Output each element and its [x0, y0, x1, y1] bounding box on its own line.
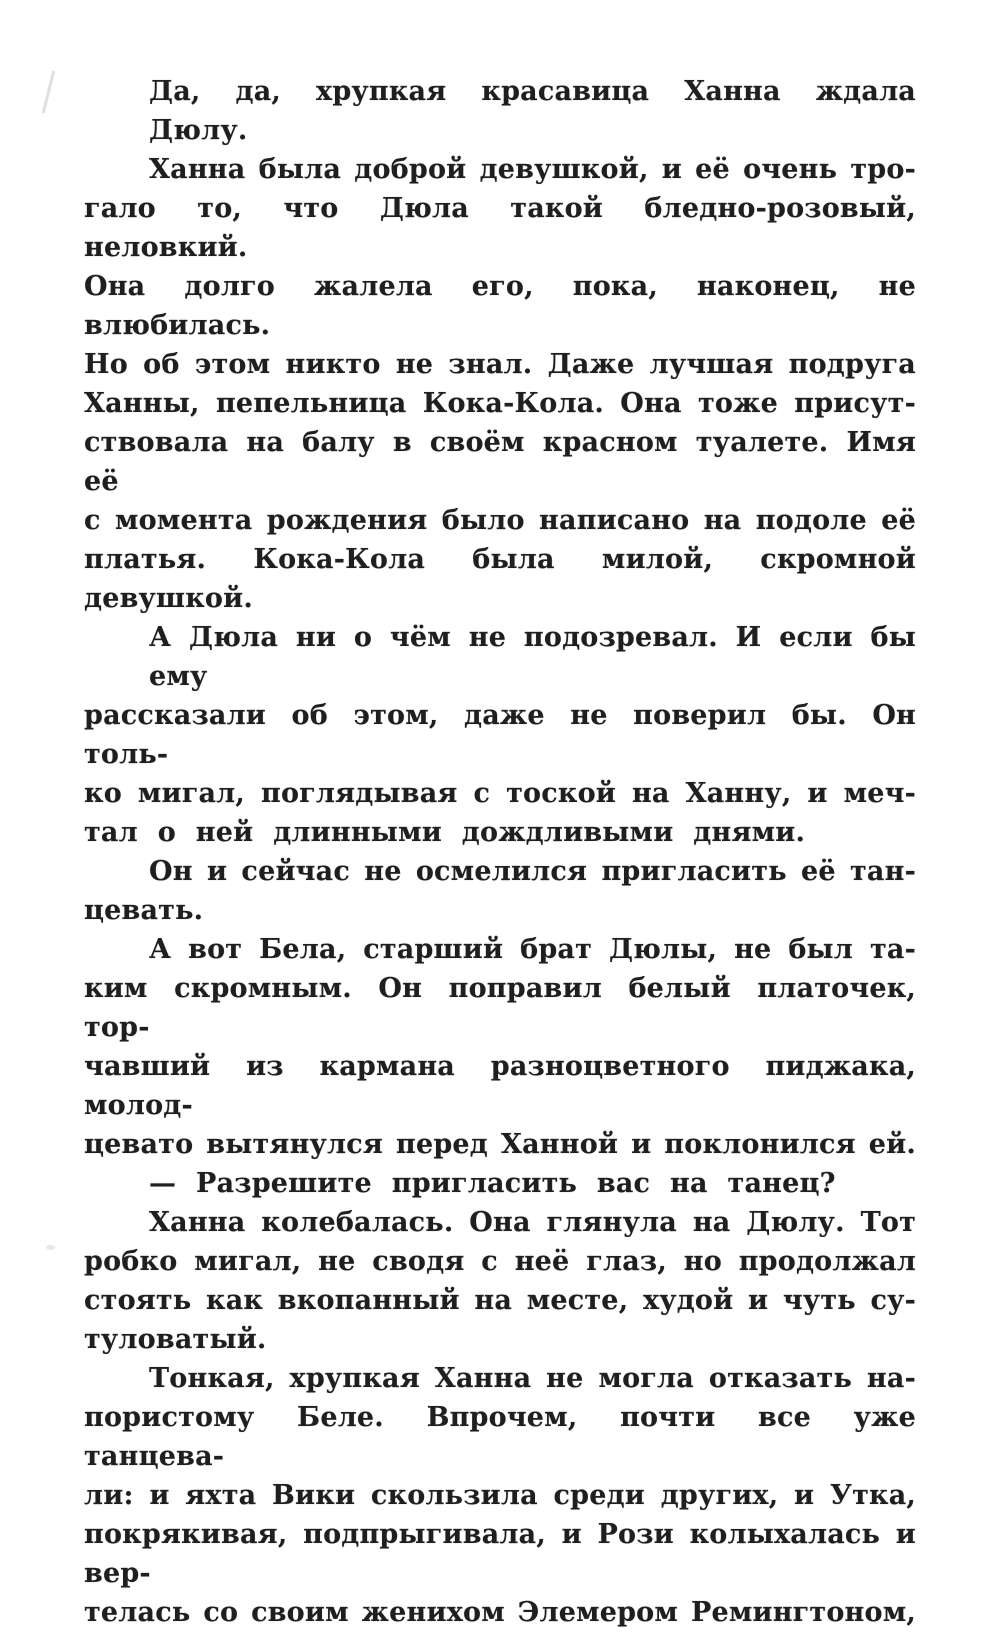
text-line: Он и сейчас не осмелился пригласить её тан-	[149, 856, 916, 887]
text-line: Ханна была доброй девушкой, и её очень тро-	[149, 154, 916, 185]
text-line: робко мигал, не сводя с неё глаз, но продолжал	[84, 1246, 916, 1277]
text-line: тал о ней длинными дождливыми днями.	[84, 817, 806, 848]
text-line: рассказали об этом, даже не поверил бы. Он толь-	[84, 700, 916, 770]
text-line: Тонкая, хрупкая Ханна не могла отказать на-	[149, 1363, 916, 1394]
text-line: Ханны, пепельница Кока-Кола. Она тоже присут-	[84, 388, 916, 419]
text-line: гало то, что Дюла такой бледно-розовый, неловкий.	[84, 193, 916, 263]
page-text	[84, 72, 916, 1632]
text-line: А Дюла ни о чём не подозревал. И если бы ему	[149, 622, 916, 692]
text-line: ко мигал, поглядывая с тоской на Ханну, и меч-	[84, 778, 916, 809]
text-line: цевато вытянулся перед Ханной и поклонился ей.	[84, 1129, 916, 1160]
text-line: Ханна колебалась. Она глянула на Дюлу. Тот	[149, 1207, 916, 1238]
text-line: ли: и яхта Вики скользила среди других, и Утка,	[84, 1480, 916, 1511]
text-line: пористому Беле. Впрочем, почти все уже танцева-	[84, 1402, 916, 1472]
text-line: покрякивая, подпрыгивала, и Рози колыхалась и вер-	[84, 1519, 916, 1589]
text-line: А вот Бела, старший брат Дюлы, не был та-	[149, 934, 916, 965]
text-line: стоять как вкопанный на месте, худой и чуть су-	[84, 1285, 916, 1316]
text-line: платья. Кока-Кола была милой, скромной девушкой.	[84, 544, 916, 614]
text-line: Да, да, хрупкая красавица Ханна ждала Дюлу.	[149, 76, 916, 146]
text-line: Но об этом никто не знал. Даже лучшая подруга	[84, 349, 916, 380]
scan-artifact	[42, 70, 56, 113]
text-line: Она долго жалела его, пока, наконец, не влюбилась.	[84, 271, 916, 341]
text-line: ким скромным. Он поправил белый платочек, тор-	[84, 973, 916, 1043]
text-line: с момента рождения было написано на подоле её	[84, 505, 916, 536]
text-line: телась со своим женихом Элемером Ремингтоном,	[84, 1597, 916, 1628]
text-line: — Разрешите пригласить вас на танец?	[149, 1168, 836, 1199]
text-line: ствовала на балу в своём красном туалете. Имя её	[84, 427, 916, 497]
text-line: цевать.	[84, 895, 204, 926]
scan-speck	[46, 1245, 55, 1250]
text-line: чавший из кармана разноцветного пиджака, молод-	[84, 1051, 916, 1121]
text-line: туловатый.	[84, 1324, 267, 1355]
